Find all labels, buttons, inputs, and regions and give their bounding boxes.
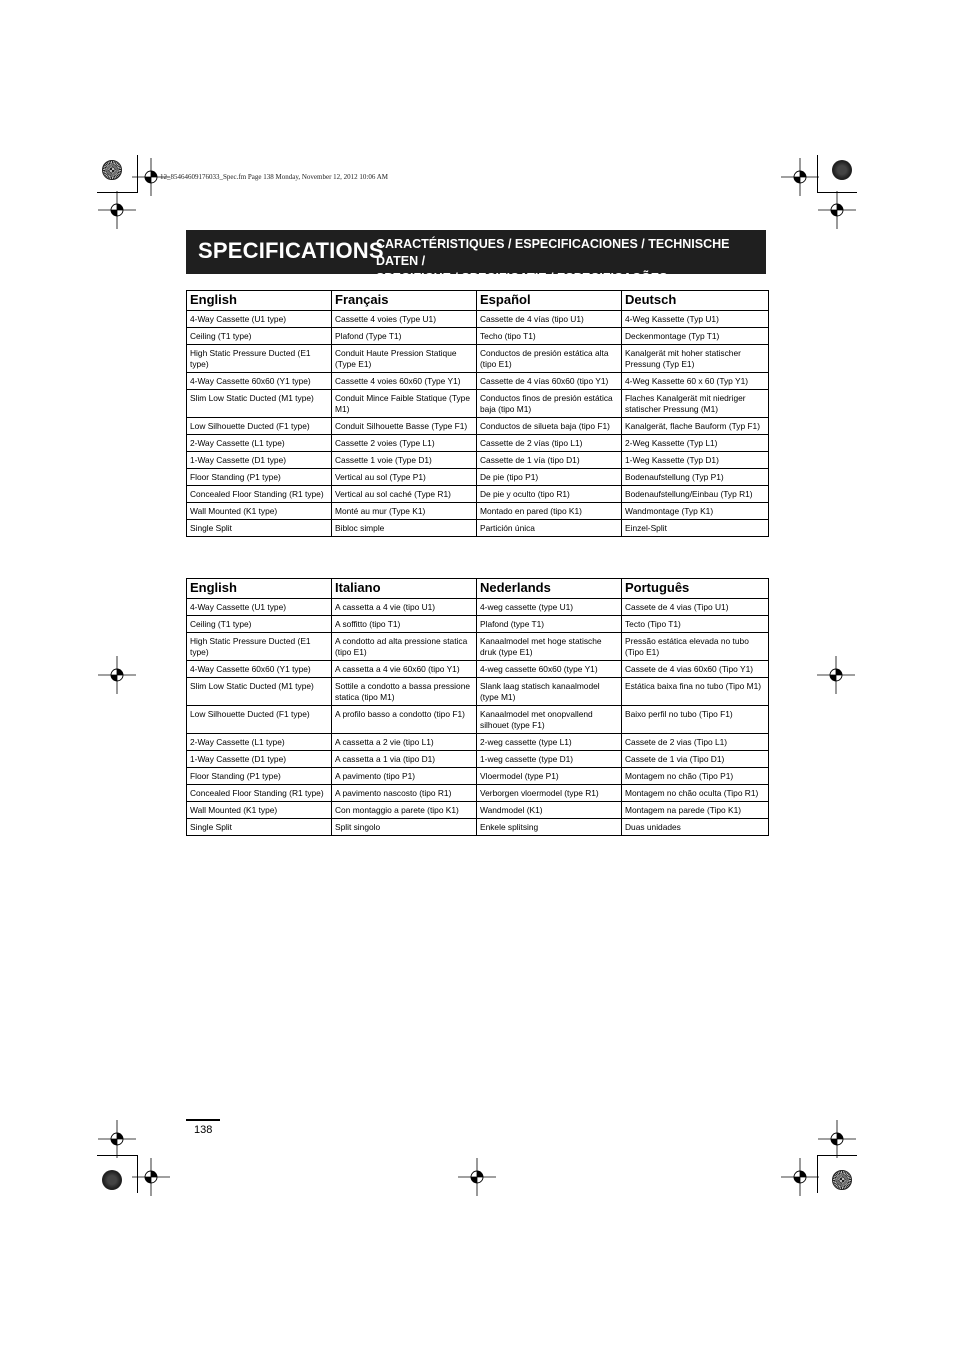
- table-row: [187, 616, 769, 633]
- table-cell: Single Split: [187, 819, 332, 836]
- table-cell: Cassette 2 voies (Type L1): [332, 435, 477, 452]
- table-cell: Wall Mounted (K1 type): [187, 503, 332, 520]
- table-cell: Ceiling (T1 type): [187, 616, 332, 633]
- column-header: Français: [332, 291, 477, 311]
- table-cell: 2-Way Cassette (L1 type): [187, 734, 332, 751]
- column-header: Português: [622, 579, 769, 599]
- table-row: [187, 802, 769, 819]
- table-cell: Cassette de 4 vías (tipo U1): [477, 311, 622, 328]
- table-cell: 2-Weg Kassette (Typ L1): [622, 435, 769, 452]
- column-header: English: [187, 291, 332, 311]
- table-cell: Bibloc simple: [332, 520, 477, 537]
- table-cell: Cassete de 2 vias (Tipo L1): [622, 734, 769, 751]
- table-cell: Montagem no chão (Tipo P1): [622, 768, 769, 785]
- table-cell: 4-Way Cassette 60x60 (Y1 type): [187, 373, 332, 390]
- table-cell: Bodenaufstellung (Typ P1): [622, 469, 769, 486]
- column-header: Nederlands: [477, 579, 622, 599]
- table-cell: Cassete de 1 via (Tipo D1): [622, 751, 769, 768]
- table-cell: Conductos finos de presión estática baja (tipo M1): [477, 390, 622, 418]
- table-cell: Slim Low Static Ducted (M1 type): [187, 678, 332, 706]
- table-cell: Einzel-Split: [622, 520, 769, 537]
- table-cell: Baixo perfil no tubo (Tipo F1): [622, 706, 769, 734]
- column-header: Español: [477, 291, 622, 311]
- color-registration-dot-icon: [102, 1170, 122, 1190]
- table-cell: Wandmontage (Typ K1): [622, 503, 769, 520]
- table-cell: Kanalgerät mit hoher statischer Pressung (Typ E1): [622, 345, 769, 373]
- table-cell: Floor Standing (P1 type): [187, 768, 332, 785]
- table-cell: Vloermodel (type P1): [477, 768, 622, 785]
- table-row: [187, 469, 769, 486]
- table-row: [187, 345, 769, 373]
- table-cell: Flaches Kanalgerät mit niedriger statischer Pressung (M1): [622, 390, 769, 418]
- crop-mark: [817, 155, 818, 193]
- table-cell: 4-Weg Kassette 60 x 60 (Typ Y1): [622, 373, 769, 390]
- table-cell: Enkele splitsing: [477, 819, 622, 836]
- table-cell: 4-weg cassette (type U1): [477, 599, 622, 616]
- table-row: [187, 373, 769, 390]
- table-cell: Ceiling (T1 type): [187, 328, 332, 345]
- table-cell: 4-Way Cassette (U1 type): [187, 311, 332, 328]
- color-registration-dot-icon: [832, 160, 852, 180]
- table-cell: Cassette de 1 vía (tipo D1): [477, 452, 622, 469]
- table-row: [187, 390, 769, 418]
- table-header-row: [187, 291, 769, 311]
- table-cell: Bodenaufstellung/Einbau (Typ R1): [622, 486, 769, 503]
- table-cell: Montagem na parede (Tipo K1): [622, 802, 769, 819]
- crop-mark: [817, 1155, 818, 1193]
- table-cell: A condotto ad alta pressione statica (tipo E1): [332, 633, 477, 661]
- table-cell: Vertical au sol caché (Type R1): [332, 486, 477, 503]
- crop-mark: [97, 192, 137, 193]
- table-row: [187, 734, 769, 751]
- table-cell: Sottile a condotto a bassa pressione statica (tipo M1): [332, 678, 477, 706]
- table-cell: Split singolo: [332, 819, 477, 836]
- table-row: [187, 751, 769, 768]
- crop-mark: [817, 1155, 857, 1156]
- table-cell: Cassette 4 voies 60x60 (Type Y1): [332, 373, 477, 390]
- table-cell: A pavimento nascosto (tipo R1): [332, 785, 477, 802]
- table-cell: Verborgen vloermodel (type R1): [477, 785, 622, 802]
- table-row: [187, 452, 769, 469]
- table-cell: 4-Way Cassette (U1 type): [187, 599, 332, 616]
- crop-mark: [137, 1155, 138, 1193]
- table-cell: 2-weg cassette (type L1): [477, 734, 622, 751]
- table-cell: Cassette de 4 vías 60x60 (tipo Y1): [477, 373, 622, 390]
- translation-table-1: [186, 290, 769, 537]
- table-cell: Vertical au sol (Type P1): [332, 469, 477, 486]
- table-cell: 1-Way Cassette (D1 type): [187, 751, 332, 768]
- column-header: Deutsch: [622, 291, 769, 311]
- table-cell: Low Silhouette Ducted (F1 type): [187, 418, 332, 435]
- table-cell: 4-Weg Kassette (Typ U1): [622, 311, 769, 328]
- table-cell: Cassete de 4 vias (Tipo U1): [622, 599, 769, 616]
- table-cell: High Static Pressure Ducted (E1 type): [187, 633, 332, 661]
- table-cell: Kanaalmodel met hoge statische druk (type E1): [477, 633, 622, 661]
- table-cell: Conductos de presión estática alta (tipo E1): [477, 345, 622, 373]
- table-cell: Cassette de 2 vías (tipo L1): [477, 435, 622, 452]
- table-row: [187, 328, 769, 345]
- table-row: [187, 785, 769, 802]
- color-registration-dot-icon: [832, 1170, 852, 1190]
- page-number: 138: [194, 1124, 213, 1136]
- table-cell: Slim Low Static Ducted (M1 type): [187, 390, 332, 418]
- table-cell: De pie (tipo P1): [477, 469, 622, 486]
- table-cell: Wall Mounted (K1 type): [187, 802, 332, 819]
- file-info-header: 12_85464609176033_Spec.fm Page 138 Monday, November 12, 2012 10:06 AM: [160, 173, 388, 181]
- table-cell: 2-Way Cassette (L1 type): [187, 435, 332, 452]
- table-cell: Slank laag statisch kanaalmodel (type M1): [477, 678, 622, 706]
- table-cell: Plafond (type T1): [477, 616, 622, 633]
- table-row: [187, 435, 769, 452]
- crop-mark: [817, 192, 857, 193]
- table-cell: 4-Way Cassette 60x60 (Y1 type): [187, 661, 332, 678]
- table-cell: Single Split: [187, 520, 332, 537]
- table-cell: Montagem no chão oculta (Tipo R1): [622, 785, 769, 802]
- table-cell: 1-Way Cassette (D1 type): [187, 452, 332, 469]
- table-cell: Floor Standing (P1 type): [187, 469, 332, 486]
- table-cell: A cassetta a 4 vie (tipo U1): [332, 599, 477, 616]
- table-cell: Estática baixa fina no tubo (Tipo M1): [622, 678, 769, 706]
- table-cell: 4-weg cassette 60x60 (type Y1): [477, 661, 622, 678]
- color-registration-dot-icon: [102, 160, 122, 180]
- table-cell: Low Silhouette Ducted (F1 type): [187, 706, 332, 734]
- crop-mark: [97, 1155, 137, 1156]
- table-row: [187, 486, 769, 503]
- subtitle-line-2: SPECIFICHE / SPECIFICATIE / ESPECIFICAÇÕES: [376, 271, 668, 285]
- table-cell: Kanaalmodel met onopvallend silhouet (type F1): [477, 706, 622, 734]
- table-cell: Conductos de silueta baja (tipo F1): [477, 418, 622, 435]
- table-row: [187, 311, 769, 328]
- table-cell: Conduit Mince Faible Statique (Type M1): [332, 390, 477, 418]
- table-cell: Tecto (Tipo T1): [622, 616, 769, 633]
- table-row: [187, 418, 769, 435]
- page-number-rule: [186, 1119, 220, 1121]
- table-cell: A profilo basso a condotto (tipo F1): [332, 706, 477, 734]
- table-cell: 1-weg cassette (type D1): [477, 751, 622, 768]
- table-cell: 1-Weg Kassette (Typ D1): [622, 452, 769, 469]
- table-cell: Kanalgerät, flache Bauform (Typ F1): [622, 418, 769, 435]
- table-cell: A soffitto (tipo T1): [332, 616, 477, 633]
- table-cell: Conduit Silhouette Basse (Type F1): [332, 418, 477, 435]
- table-row: [187, 706, 769, 734]
- table-cell: Conduit Haute Pression Statique (Type E1): [332, 345, 477, 373]
- column-header: English: [187, 579, 332, 599]
- table-cell: Cassete de 4 vias 60x60 (Tipo Y1): [622, 661, 769, 678]
- table-cell: High Static Pressure Ducted (E1 type): [187, 345, 332, 373]
- table-cell: Pressão estática elevada no tubo (Tipo E1): [622, 633, 769, 661]
- table-cell: Cassette 1 voie (Type D1): [332, 452, 477, 469]
- page-title: SPECIFICATIONS: [198, 238, 384, 263]
- specifications-banner: [186, 230, 766, 285]
- table-cell: De pie y oculto (tipo R1): [477, 486, 622, 503]
- table-cell: A pavimento (tipo P1): [332, 768, 477, 785]
- table-cell: A cassetta a 4 vie 60x60 (tipo Y1): [332, 661, 477, 678]
- subtitle-line-1: CARACTÉRISTIQUES / ESPECIFICACIONES / TECHNISCHE DATEN /: [376, 237, 730, 268]
- table-cell: Techo (tipo T1): [477, 328, 622, 345]
- table-row: [187, 633, 769, 661]
- column-header: Italiano: [332, 579, 477, 599]
- table-cell: Partición única: [477, 520, 622, 537]
- table-row: [187, 819, 769, 836]
- translation-table-2: [186, 578, 769, 836]
- table-row: [187, 678, 769, 706]
- table-cell: Wandmodel (K1): [477, 802, 622, 819]
- table-cell: Monté au mur (Type K1): [332, 503, 477, 520]
- table-cell: Deckenmontage (Typ T1): [622, 328, 769, 345]
- table-cell: Montado en pared (tipo K1): [477, 503, 622, 520]
- table-row: [187, 768, 769, 785]
- crop-mark: [137, 155, 138, 193]
- table-cell: Cassette 4 voies (Type U1): [332, 311, 477, 328]
- table-cell: Con montaggio a parete (tipo K1): [332, 802, 477, 819]
- page-subtitle: [376, 236, 766, 287]
- table-cell: Duas unidades: [622, 819, 769, 836]
- table-row: [187, 661, 769, 678]
- table-cell: Concealed Floor Standing (R1 type): [187, 486, 332, 503]
- table-cell: Plafond (Type T1): [332, 328, 477, 345]
- table-cell: A cassetta a 1 via (tipo D1): [332, 751, 477, 768]
- table-row: [187, 503, 769, 520]
- table-cell: Concealed Floor Standing (R1 type): [187, 785, 332, 802]
- table-row: [187, 520, 769, 537]
- table-header-row: [187, 579, 769, 599]
- table-row: [187, 599, 769, 616]
- table-cell: A cassetta a 2 vie (tipo L1): [332, 734, 477, 751]
